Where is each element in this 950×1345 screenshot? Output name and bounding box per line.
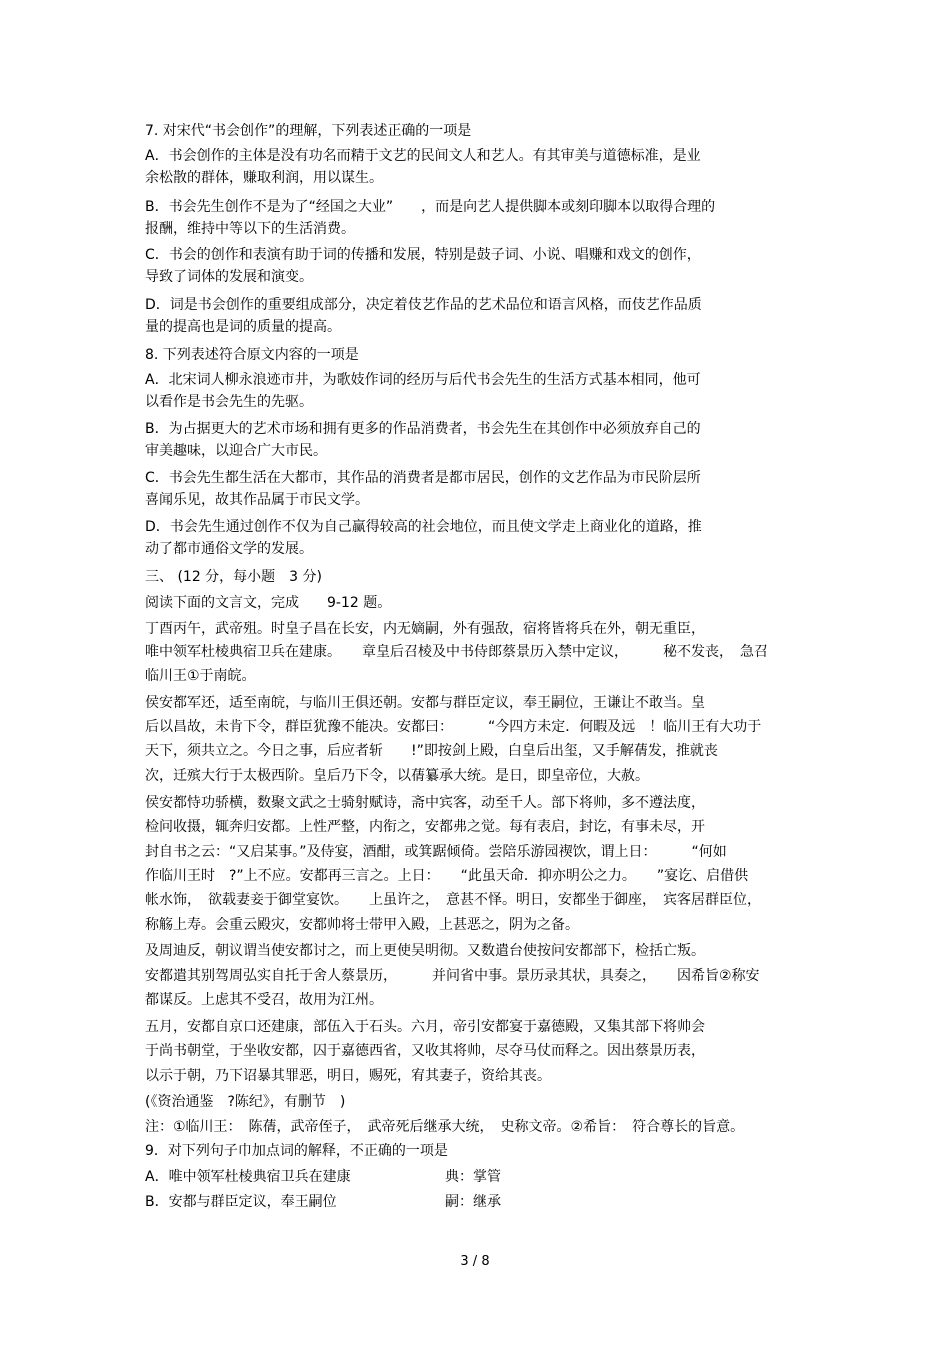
text-line: 余松散的群体，赚取利润，用以谋生。 bbox=[145, 170, 383, 186]
option-sentence: B．安都与群臣定议，奉王嗣位 bbox=[145, 1194, 337, 1210]
text-line: 7. 对宋代“书会创作”的理解，下列表述正确的一项是 bbox=[145, 123, 472, 139]
text-line: C．书会的创作和表演有助于词的传播和发展，特别是鼓子词、小说、唱赚和戏文的创作， bbox=[145, 247, 701, 263]
text-line: B．为占据更大的艺术市场和拥有更多的作品消费者，书会先生在其创作中必须放弃自己的 bbox=[145, 421, 701, 437]
text-line: 侯安都军还，适至南皖，与临川王俱还朝。安都与群臣定议，奉王嗣位，王谦让不敢当。皇 bbox=[145, 695, 705, 711]
answer-option-row bbox=[145, 1192, 825, 1212]
text-line: 导致了词体的发展和演变。 bbox=[145, 269, 313, 285]
text-line: 报酬，维持中等以下的生活消费。 bbox=[145, 221, 355, 237]
text-line: 以示于朝，乃下诏暴其罪恶，明日，赐死，宥其妻子，资给其丧。 bbox=[145, 1068, 551, 1084]
text-line: 次，迁殡大行于太极西阶。皇后乃下令，以蒨纂承大统。是日，即皇帝位，大赦。 bbox=[145, 768, 649, 784]
option-sentence: A．唯中领军杜棱典宿卫兵在建康 bbox=[145, 1169, 351, 1185]
text-line: D．书会先生通过创作不仅为自己赢得较高的社会地位，而且使文学走上商业化的道路，推 bbox=[145, 519, 702, 535]
text-line: 帐水饰， 欲载妻妾于御堂宴饮。 上虽许之， 意甚不怿。明日，安都坐于御座， 宾客居群臣位， bbox=[145, 892, 761, 908]
text-line: 于尚书朝堂，于坐收安都，囚于嘉德西省，又收其将帅，尽夺马仗而释之。因出蔡景历表， bbox=[145, 1043, 705, 1059]
text-line: 都谋反。上虑其不受召，故用为江州。 bbox=[145, 992, 383, 1008]
page-number: 3 / 8 bbox=[460, 1254, 490, 1269]
text-line: 安都遣其别驾周弘实自托于舍人蔡景历， 并问省中事。景历录其状，具奏之， 因希旨②称安 bbox=[145, 968, 760, 984]
text-line: 8. 下列表述符合原文内容的一项是 bbox=[145, 347, 359, 363]
text-line: 后以昌故，未肯下令，群臣犹豫不能决。安都曰： “今四方未定．何暇及远 ！临川王有大功于 bbox=[145, 719, 762, 735]
answer-option-row bbox=[145, 1167, 825, 1187]
text-line: 三、 (12 分，每小题 3 分) bbox=[145, 569, 322, 585]
text-line: A．书会创作的主体是没有功名而精于文艺的民间文人和艺人。有其审美与道德标准，是业 bbox=[145, 148, 701, 164]
text-line: 喜闻乐见，故其作品属于市民文学。 bbox=[145, 492, 369, 508]
text-line: C．书会先生都生活在大都市，其作品的消费者是都市居民，创作的文艺作品为市民阶层所 bbox=[145, 470, 701, 486]
text-line: 注：①临川王： 陈蒨，武帝侄子， 武帝死后继承大统， 史称文帝。②希旨： 符合尊长的旨意。 bbox=[145, 1119, 745, 1135]
text-line: 9．对下列句子巾加点词的解释，不正确的一项是 bbox=[145, 1143, 448, 1159]
text-line: 侯安都恃功骄横，数聚文武之士骑射赋诗，斋中宾客，动至千人。部下将帅，多不遵法度， bbox=[145, 795, 705, 811]
text-line: 检问收摄，辄奔归安都。上性严整，内衔之，安都弗之觉。每有表启，封讫，有事未尽，开 bbox=[145, 819, 705, 835]
option-gloss: 嗣：继承 bbox=[445, 1194, 501, 1210]
text-line: 以看作是书会先生的先驱。 bbox=[145, 394, 313, 410]
text-line: 作临川王时 ?”上不应。安都再三言之。上日： “此虽天命．抑亦明公之力。 ”宴讫、启借供 bbox=[145, 868, 749, 884]
text-line: (《资治通鉴 ?陈纪》，有删节 ) bbox=[145, 1094, 346, 1110]
text-line: 临川王①于南皖。 bbox=[145, 668, 256, 684]
text-line: 阅读下面的文言文，完成 9-12 题。 bbox=[145, 595, 392, 611]
text-line: D．词是书会创作的重要组成部分，决定着伎艺作品的艺术品位和语言风格，而伎艺作品质 bbox=[145, 297, 702, 313]
text-line: A．北宋词人柳永浪迹市井，为歌妓作词的经历与后代书会先生的生活方式基本相同，他可 bbox=[145, 372, 701, 388]
text-line: 动了都市通俗文学的发展。 bbox=[145, 541, 313, 557]
text-line: 天下，须共立之。今日之事，后应者斩 !”即按剑上殿，白皇后出玺，又手解蒨发，推就丧 bbox=[145, 743, 718, 759]
text-line: 称觞上寿。会重云殿灾，安都帅将士带甲入殿，上甚恶之，阴为之备。 bbox=[145, 917, 579, 933]
text-line: 审美趣味，以迎合广大市民。 bbox=[145, 443, 327, 459]
text-line: 唯中领军杜棱典宿卫兵在建康。 章皇后召棱及中书侍郎蔡景历入禁中定议， 秘不发丧， 急召 bbox=[145, 644, 768, 660]
text-line: 五月，安都自京口还建康，部伍入于石头。六月，帝引安都宴于嘉德殿，又集其部下将帅会 bbox=[145, 1019, 705, 1035]
text-line: 封自书之云：“又启某事。”及侍宴，酒酣，或箕踞倾倚。尝陪乐游园禊饮，谓上日： “何如 bbox=[145, 844, 727, 860]
option-gloss: 典：掌管 bbox=[445, 1169, 501, 1185]
text-line: 及周迪反，朝议谓当使安都讨之，而上更使吴明彻。又数遣台使按问安都部下，检括亡叛。 bbox=[145, 943, 705, 959]
text-line: 量的提高也是词的质量的提高。 bbox=[145, 319, 341, 335]
text-line: B．书会先生创作不是为了“经国之大业” ，而是向艺人提供脚本或刻印脚本以取得合理的 bbox=[145, 199, 716, 215]
text-line: 丁酉丙午，武帝殂。时皇子昌在长安，内无嫡嗣，外有强敌，宿将皆将兵在外，朝无重臣， bbox=[145, 621, 705, 637]
